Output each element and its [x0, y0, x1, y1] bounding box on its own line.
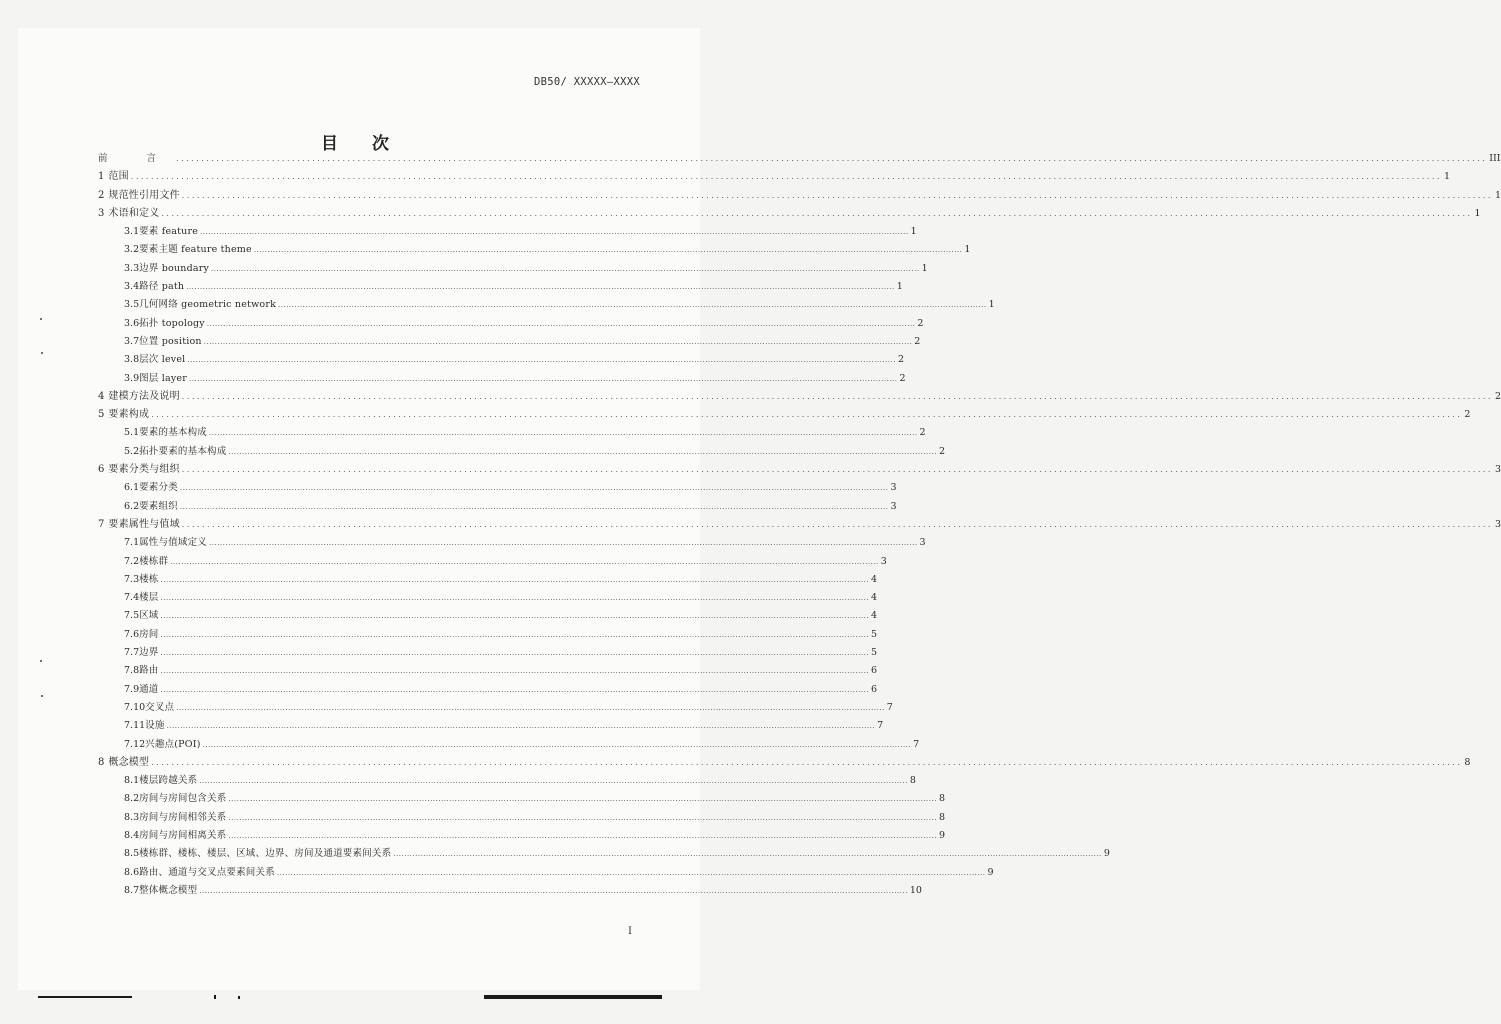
- toc-entry-number: 3.4: [124, 281, 140, 293]
- toc-entry-label: 整体概念模型: [139, 884, 198, 896]
- toc-leader-dots: ....................................................................................................................................................................................................................................................................: [278, 301, 987, 310]
- toc-entry[interactable]: [98, 809, 945, 827]
- toc-entry-number: 5.1: [124, 427, 140, 439]
- toc-entry[interactable]: [98, 461, 1501, 479]
- toc-entry-number: 7.9: [124, 683, 140, 695]
- toc-entry-page: 8: [938, 793, 945, 805]
- toc-entry[interactable]: [98, 662, 878, 680]
- toc-entry-label: 交叉点: [145, 701, 175, 713]
- toc-entry-page: 4: [871, 573, 878, 585]
- toc-entry-label: 拓扑要素的基本构成: [139, 445, 227, 457]
- toc-entry-number: 8.2: [124, 793, 140, 805]
- toc-leader-dots: ....................................................................................................................................................................................................................................................................: [160, 612, 870, 621]
- toc-entry-number: 7.8: [124, 665, 140, 677]
- toc-entry-label: 术语和定义: [108, 207, 160, 219]
- scan-edge-mark: [238, 996, 240, 999]
- toc-entry-label: 建模方法及说明: [108, 390, 180, 402]
- toc-entry-label: 图层 layer: [139, 372, 187, 384]
- toc-entry-label: 楼层: [139, 592, 159, 604]
- toc-leader-dots: ....................................................................................................................................................................................................................................................................: [179, 502, 889, 511]
- toc-entry[interactable]: [98, 534, 926, 552]
- toc-entry-label: 房间与房间相离关系: [139, 829, 227, 841]
- toc-entry[interactable]: [98, 168, 1450, 186]
- toc-leader-dots: ....................................................................................................................................................................................................................................................................: [203, 337, 913, 346]
- toc-entry-label: 要素 feature: [139, 226, 199, 238]
- toc-leader-dots: ....................................................................................................................................................................................................................................................................: [209, 539, 918, 548]
- toc-leader-dots: ....................................................................................................................................................................................................................................................................: [160, 649, 870, 658]
- toc-leader-dots: ....................................................................................................................................................................................................................................................................: [206, 319, 916, 328]
- toc-entry-label: 概念模型: [108, 756, 150, 768]
- toc-entry[interactable]: [98, 296, 995, 314]
- scan-speck: [41, 352, 43, 354]
- toc-leader-dots: ....................................................................................................................................................................................................................................................................: [186, 283, 895, 292]
- toc-entry-label: 要素的基本构成: [139, 427, 208, 439]
- toc-entry-page: 7: [913, 738, 920, 750]
- toc-entry-number: 6.2: [124, 500, 140, 512]
- toc-entry[interactable]: [98, 351, 904, 369]
- toc-entry-page: 1: [921, 262, 928, 274]
- toc-entry-number: 7.3: [124, 573, 140, 585]
- toc-leader-dots: ....................................................................................................................................................................................................................................................................: [160, 630, 870, 639]
- toc-entry-number: 8.5: [124, 848, 140, 860]
- toc-entry-label: 楼栋: [139, 573, 159, 585]
- toc-entry-page: 2: [897, 354, 904, 366]
- toc-entry[interactable]: [98, 241, 971, 259]
- toc-leader-dots: ....................................................................................................................................................................................................................................................................: [228, 795, 937, 804]
- toc-entry-label: 路径 path: [139, 281, 185, 293]
- toc-entry-page: 4: [871, 610, 878, 622]
- toc-entry-page: 9: [938, 829, 945, 841]
- toc-entry-number: 7: [98, 518, 105, 530]
- toc-entry-number: 8.6: [124, 866, 140, 878]
- toc-entry[interactable]: [98, 827, 945, 845]
- toc-title: 目 次: [321, 134, 403, 154]
- toc-entry-label: 房间与房间包含关系: [139, 793, 227, 805]
- toc-entry-page: 10: [909, 884, 922, 896]
- toc-entry-label: 属性与值域定义: [139, 537, 208, 549]
- toc-entry-label: 几何网络 geometric network: [139, 299, 277, 311]
- toc-entry-number: 6: [98, 464, 105, 476]
- toc-leader-dots: ....................................................................................................................................................................................................................................................................: [166, 722, 876, 731]
- toc-entry-page: 2: [1464, 409, 1471, 421]
- toc-entry-number: 1: [98, 171, 105, 183]
- toc-entry-number: 7.5: [124, 610, 140, 622]
- toc-entry[interactable]: [98, 406, 1471, 424]
- toc-entry-page: 7: [877, 720, 884, 732]
- toc-entry[interactable]: [98, 333, 921, 351]
- toc-leader-dots: ....................................................................................................................................................................................................................................................................: [202, 740, 912, 749]
- toc-entry-number: 5.2: [124, 445, 140, 457]
- toc-entry[interactable]: [98, 754, 1471, 772]
- scan-speck: [40, 318, 42, 320]
- toc-entry-number: 3.3: [124, 262, 140, 274]
- toc-entry-label: 层次 level: [139, 354, 186, 366]
- toc-entry-label: 楼栋群、楼栋、楼层、区域、边界、房间及通道要素间关系: [139, 848, 392, 860]
- toc-entry-page: 3: [880, 555, 887, 567]
- toc-leader-dots: ....................................................................................................................................................................................................................................................................: [228, 447, 937, 456]
- toc-entry-page: 2: [917, 317, 924, 329]
- toc-leader-dots: ....................................................................................................................................................................................................................................................................: [176, 703, 885, 712]
- toc-leader-dots: ....................................................................................................................................................................................................................................................................: [130, 172, 1442, 182]
- table-of-contents: [98, 150, 1501, 900]
- toc-entry-label: 设施: [145, 720, 165, 732]
- toc-entry-number: 3.2: [124, 244, 140, 256]
- scan-speck: [41, 695, 43, 697]
- toc-entry-number: 8.3: [124, 811, 140, 823]
- toc-entry[interactable]: [98, 370, 906, 388]
- toc-entry-number: 3.5: [124, 299, 140, 311]
- toc-entry-number: 6.1: [124, 482, 140, 494]
- toc-entry-label: 楼栋群: [139, 555, 169, 567]
- toc-entry[interactable]: [98, 589, 878, 607]
- toc-entry-page: 1: [896, 281, 903, 293]
- toc-entry-label: 区域: [139, 610, 159, 622]
- toc-leader-dots: ....................................................................................................................................................................................................................................................................: [181, 391, 1493, 401]
- toc-entry[interactable]: [98, 424, 926, 442]
- toc-entry-number: 8.7: [124, 884, 140, 896]
- toc-leader-dots: ....................................................................................................................................................................................................................................................................: [161, 208, 1473, 218]
- toc-entry-page: 3: [890, 500, 897, 512]
- toc-entry-page: 1: [910, 226, 917, 238]
- toc-entry-number: 3.7: [124, 335, 140, 347]
- toc-entry-number: 7.12: [124, 738, 146, 750]
- toc-entry-label: 前 言: [98, 153, 175, 164]
- toc-entry-number: 8.1: [124, 775, 140, 787]
- toc-entry-page: 3: [919, 537, 926, 549]
- toc-entry-label: 拓扑 topology: [139, 317, 205, 329]
- toc-entry[interactable]: [98, 150, 1501, 168]
- toc-entry-page: 2: [914, 335, 921, 347]
- toc-leader-dots: ....................................................................................................................................................................................................................................................................: [160, 575, 870, 584]
- toc-leader-dots: ....................................................................................................................................................................................................................................................................: [187, 356, 896, 365]
- toc-entry[interactable]: [98, 845, 1110, 863]
- toc-entry-label: 兴趣点(POI): [145, 738, 201, 750]
- toc-entry-label: 路由: [139, 665, 159, 677]
- toc-leader-dots: ....................................................................................................................................................................................................................................................................: [188, 374, 898, 383]
- toc-leader-dots: ....................................................................................................................................................................................................................................................................: [160, 667, 870, 676]
- toc-leader-dots: ....................................................................................................................................................................................................................................................................: [151, 757, 1463, 767]
- toc-entry-label: 范围: [108, 171, 129, 183]
- toc-entry-number: 4: [98, 390, 105, 402]
- toc-entry[interactable]: [98, 205, 1481, 223]
- toc-entry-page: 8: [909, 775, 916, 787]
- toc-entry-number: 3: [98, 207, 105, 219]
- toc-entry[interactable]: [98, 864, 994, 882]
- toc-entry-page: 3: [1494, 518, 1501, 530]
- toc-entry[interactable]: [98, 736, 920, 754]
- toc-entry-label: 要素分类与组织: [108, 464, 180, 476]
- toc-entry-page: 9: [987, 866, 994, 878]
- toc-entry-page: 9: [1103, 848, 1110, 860]
- toc-entry[interactable]: [98, 790, 945, 808]
- toc-entry-page: 1: [964, 244, 971, 256]
- toc-entry[interactable]: [98, 479, 897, 497]
- toc-entry-page: 2: [1494, 390, 1501, 402]
- toc-entry-number: 3.6: [124, 317, 140, 329]
- toc-entry-label: 要素属性与值域: [108, 518, 180, 530]
- toc-entry[interactable]: [98, 626, 878, 644]
- toc-leader-dots: ....................................................................................................................................................................................................................................................................: [181, 190, 1493, 200]
- toc-entry[interactable]: [98, 882, 922, 900]
- toc-entry[interactable]: [98, 644, 878, 662]
- toc-entry-label: 楼层跨越关系: [139, 775, 198, 787]
- toc-entry-page: 6: [871, 683, 878, 695]
- toc-entry-page: 3: [1494, 464, 1501, 476]
- toc-leader-dots: ....................................................................................................................................................................................................................................................................: [253, 246, 963, 255]
- toc-entry[interactable]: [98, 223, 917, 241]
- toc-entry-label: 位置 position: [139, 335, 202, 347]
- toc-entry-label: 通道: [139, 683, 159, 695]
- toc-entry[interactable]: [98, 717, 884, 735]
- toc-entry-label: 要素分类: [139, 482, 178, 494]
- toc-entry-page: 1: [1494, 189, 1501, 201]
- toc-leader-dots: ....................................................................................................................................................................................................................................................................: [170, 557, 879, 566]
- toc-entry-label: 要素构成: [108, 409, 150, 421]
- toc-leader-dots: ....................................................................................................................................................................................................................................................................: [199, 777, 908, 786]
- page-number: I: [628, 926, 632, 937]
- toc-leader-dots: ....................................................................................................................................................................................................................................................................: [181, 465, 1493, 475]
- toc-entry-page: 1: [1443, 171, 1450, 183]
- toc-entry[interactable]: [98, 187, 1501, 205]
- toc-leader-dots: ....................................................................................................................................................................................................................................................................: [160, 594, 870, 603]
- toc-entry-number: 7.10: [124, 701, 146, 713]
- toc-leader-dots: ....................................................................................................................................................................................................................................................................: [179, 484, 889, 493]
- toc-entry-label: 房间: [139, 628, 159, 640]
- scan-edge-line: [38, 996, 132, 998]
- toc-entry-number: 8.4: [124, 829, 140, 841]
- toc-entry-page: 6: [871, 665, 878, 677]
- toc-leader-dots: ....................................................................................................................................................................................................................................................................: [160, 685, 870, 694]
- toc-leader-dots: ....................................................................................................................................................................................................................................................................: [276, 868, 986, 877]
- toc-entry-page: 7: [886, 701, 893, 713]
- toc-entry[interactable]: [98, 443, 945, 461]
- toc-leader-dots: ....................................................................................................................................................................................................................................................................: [211, 264, 920, 273]
- toc-leader-dots: ....................................................................................................................................................................................................................................................................: [200, 228, 909, 237]
- toc-entry-label: 边界 boundary: [139, 262, 210, 274]
- toc-entry-number: 3.9: [124, 372, 140, 384]
- toc-entry-number: 3.8: [124, 354, 140, 366]
- toc-entry-page: 8: [938, 811, 945, 823]
- toc-entry[interactable]: [98, 260, 928, 278]
- toc-entry[interactable]: [98, 315, 924, 333]
- toc-entry[interactable]: [98, 681, 878, 699]
- scan-edge-mark: [214, 995, 216, 999]
- toc-entry[interactable]: [98, 388, 1501, 406]
- toc-entry-number: 7.11: [124, 720, 146, 732]
- toc-entry[interactable]: [98, 607, 878, 625]
- toc-entry-page: 1: [1474, 207, 1481, 219]
- document-id: DB50/ XXXXX—XXXX: [534, 76, 640, 88]
- toc-leader-dots: ....................................................................................................................................................................................................................................................................: [393, 850, 1102, 859]
- toc-entry-page: 2: [899, 372, 906, 384]
- toc-leader-dots: ....................................................................................................................................................................................................................................................................: [228, 831, 937, 840]
- toc-entry-number: 7.1: [124, 537, 140, 549]
- toc-entry[interactable]: [98, 772, 916, 790]
- toc-entry-label: 路由、通道与交叉点要素间关系: [139, 866, 275, 878]
- toc-entry-page: III: [1489, 153, 1501, 164]
- toc-leader-dots: ....................................................................................................................................................................................................................................................................: [181, 519, 1493, 529]
- toc-leader-dots: ....................................................................................................................................................................................................................................................................: [199, 886, 908, 895]
- toc-entry-number: 3.1: [124, 226, 140, 238]
- toc-entry-number: 7.4: [124, 592, 140, 604]
- toc-entry-page: 5: [871, 628, 878, 640]
- toc-entry-number: 5: [98, 409, 105, 421]
- toc-entry-label: 规范性引用文件: [108, 189, 180, 201]
- toc-entry-number: 2: [98, 189, 105, 201]
- toc-entry[interactable]: [98, 699, 893, 717]
- scan-edge-bar: [484, 995, 662, 999]
- toc-entry[interactable]: [98, 571, 878, 589]
- toc-entry-page: 3: [890, 482, 897, 494]
- toc-leader-dots: ....................................................................................................................................................................................................................................................................: [209, 429, 918, 438]
- toc-leader-dots: ....................................................................................................................................................................................................................................................................: [176, 154, 1488, 163]
- toc-leader-dots: ....................................................................................................................................................................................................................................................................: [228, 813, 937, 822]
- toc-entry[interactable]: [98, 553, 887, 571]
- toc-entry-page: 5: [871, 647, 878, 659]
- toc-entry-label: 要素组织: [139, 500, 178, 512]
- toc-entry-page: 2: [938, 445, 945, 457]
- toc-entry-number: 8: [98, 756, 105, 768]
- toc-entry[interactable]: [98, 516, 1501, 534]
- toc-entry-page: 8: [1464, 756, 1471, 768]
- toc-entry-label: 边界: [139, 647, 159, 659]
- toc-entry-number: 7.6: [124, 628, 140, 640]
- toc-entry-label: 房间与房间相邻关系: [139, 811, 227, 823]
- toc-entry-page: 1: [988, 299, 995, 311]
- toc-entry-label: 要素主题 feature theme: [139, 244, 252, 256]
- toc-leader-dots: ....................................................................................................................................................................................................................................................................: [151, 410, 1463, 420]
- toc-entry-number: 7.7: [124, 647, 140, 659]
- toc-entry-page: 4: [871, 592, 878, 604]
- toc-entry-number: 7.2: [124, 555, 140, 567]
- toc-entry-page: 2: [919, 427, 926, 439]
- scan-speck: [40, 660, 42, 662]
- toc-entry[interactable]: [98, 278, 903, 296]
- toc-entry[interactable]: [98, 498, 897, 516]
